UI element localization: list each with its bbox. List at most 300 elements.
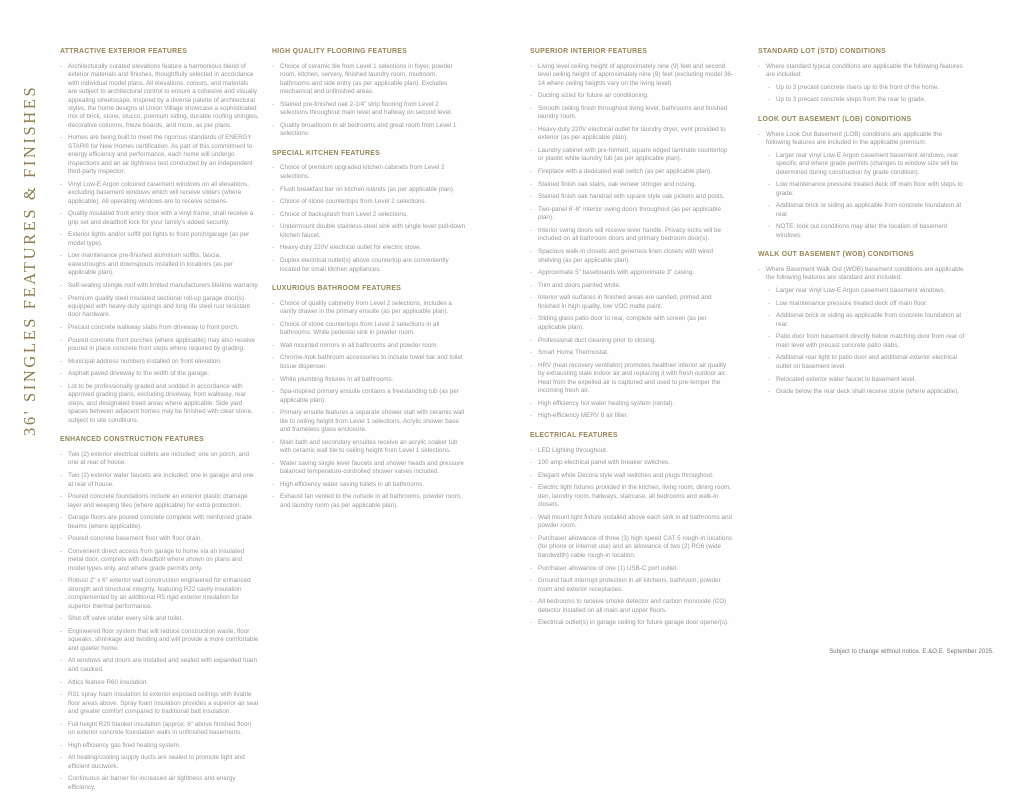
feature-text: Asphalt paved driveway to the width of the garage. — [68, 370, 210, 378]
section — [60, 48, 259, 425]
section — [272, 285, 466, 510]
feature-list-item — [530, 362, 733, 396]
feature-text: R31 spray foam insulation to exterior exposed ceilings with livable floor areas above. Spray foam insulation provides a superior air seal and greater comfort compared to traditional batt insulation. — [68, 691, 259, 715]
feature-list-item — [60, 615, 259, 623]
feature-list-item — [530, 193, 733, 201]
feature-list-item — [60, 742, 259, 750]
feature-list-item — [272, 63, 466, 97]
feature-list-item — [60, 370, 259, 378]
feature-text: Where Look Out Basement (LOB) conditions are applicable the following features are included in the applicable premium: — [766, 130, 943, 147]
feature-text: Choice of quality cabinetry from Level 2 selections, includes a vanity drawer in the primary ensuite (as per applicable plan). — [280, 299, 452, 316]
feature-text: Two-panel 6'-8" interior swing doors throughout (as per applicable plan). — [538, 205, 722, 222]
feature-list-item — [758, 333, 967, 350]
feature-text: Main bath and secondary ensuites receive an acrylic soaker tub with ceramic wall tile to ceiling height from Level 1 selections. — [280, 438, 458, 455]
feature-list-item — [60, 63, 259, 131]
dash-bullet-icon: - — [60, 62, 63, 70]
feature-text: Interior wall surfaces in finished areas are sanded, primed and finished in high quality, low VOC matte paint. — [538, 294, 712, 310]
feature-list-item — [758, 131, 967, 148]
feature-text: Up to 3 precast concrete risers up to the front of the home. — [776, 83, 940, 91]
feature-text: Two (2) exterior water faucets are included; one in garage and one at rear of house. — [68, 472, 254, 488]
feature-text: Robust 2" x 6" exterior wall construction engineered for enhanced strength and structural integrity, featuring R22 cavity insulation complemented by an additional R5 rigid exterior insulation for superior thermal performance. — [68, 577, 251, 610]
dash-bullet-icon: - — [758, 130, 761, 138]
feature-text: Quality broadloom in all bedrooms and great room from Level 1 selections — [280, 121, 457, 138]
dash-bullet-icon: - — [530, 205, 533, 213]
feature-text: Additional brick or siding as applicable from concrete foundation at rear. — [776, 312, 962, 328]
feature-text: Self-sealing shingle roof with limited manufacturers lifetime warranty. — [68, 281, 259, 289]
feature-list-item — [530, 514, 733, 531]
dash-bullet-icon: - — [272, 375, 275, 383]
feature-text: 100 amp electrical panel with breaker switches. — [538, 459, 670, 467]
feature-text: Stained pre-finished oak 2-1/4" strip flooring from Level 2 selections throughout main level and hallway on second level. — [280, 100, 453, 117]
feature-list-item — [272, 388, 466, 405]
feature-text: Poured concrete front porches (where applicable) may also receive poured in place concrete front steps where required by grading. — [68, 336, 255, 353]
feature-list-item — [530, 619, 733, 627]
feature-text: High efficiency hot water heating system (rental). — [538, 399, 675, 407]
dash-bullet-icon: - — [60, 514, 63, 522]
feature-list-item — [530, 535, 733, 560]
dash-bullet-icon: - — [60, 691, 63, 699]
dash-bullet-icon: - — [530, 349, 533, 357]
feature-list-item — [60, 548, 259, 573]
dash-bullet-icon: - — [530, 412, 533, 420]
feature-text: Quality insulated front entry door with a vinyl frame, shall receive a grip set and deadbolt lock for your family's added security. — [68, 210, 254, 226]
feature-text: Water saving single lever faucets and shower heads and pressure balanced temperature-controlled shower valves included. — [280, 459, 464, 476]
feature-text: Stained finish oak handrail with square style oak pickets and posts. — [538, 193, 725, 201]
feature-list-item — [272, 376, 466, 384]
feature-list-item — [272, 211, 466, 219]
feature-list-item — [758, 287, 967, 295]
feature-list-item — [758, 376, 967, 384]
dash-bullet-icon: - — [60, 370, 63, 378]
dash-bullet-icon: - — [272, 62, 275, 70]
feature-list-item — [530, 459, 733, 467]
feature-text: Chrome-look bathroom accessories to include towel bar and toilet tissue dispenser. — [280, 354, 463, 370]
feature-list-item — [530, 565, 733, 573]
feature-text: Premium quality steel insulated sectional roll-up garage door(s) equipped with heavy-duty springs and long life steel rust resistant door hardware. — [68, 294, 251, 319]
section-title: ENHANCED CONSTRUCTION FEATURES — [60, 436, 205, 444]
dash-bullet-icon: - — [530, 471, 533, 479]
feature-text: All windows and doors are installed and sealed with expanded foam and caulked. — [68, 657, 258, 673]
feature-list-item — [272, 198, 466, 206]
section — [758, 48, 967, 105]
feature-text: Sliding glass patio door to rear, complete with screen (as per applicable plan). — [538, 315, 707, 331]
feature-list-item — [530, 349, 733, 357]
dash-bullet-icon: - — [272, 388, 275, 396]
dash-bullet-icon: - — [768, 333, 771, 341]
feature-list-item — [530, 294, 733, 311]
feature-list-item — [60, 231, 259, 248]
dash-bullet-icon: - — [768, 299, 771, 307]
feature-text: Patio door from basement directly below matching door from rear of main level with precast concrete patio slabs. — [776, 333, 965, 349]
feature-text: HRV (heat recovery ventilator) promotes healthier interior air quality by exhausting stale indoor air and replacing it with fresh outdoor air. Heat from the expelled air is captured and used to pre-temper the incoming fresh air. — [538, 361, 727, 395]
feature-text: Where Basement Walk Out (WOB) basement conditions are applicable the following features are standard and included: — [766, 266, 964, 282]
feature-list-item — [60, 657, 259, 674]
feature-text: Choice of backsplash from Level 2 selections. — [280, 210, 408, 218]
dash-bullet-icon: - — [758, 62, 761, 70]
feature-list-item — [758, 223, 967, 240]
feature-text: Professional duct cleaning prior to closing. — [538, 336, 656, 344]
feature-text: High efficiency gas fired heating system. — [68, 741, 181, 749]
dash-bullet-icon: - — [530, 269, 533, 277]
footer-disclaimer: Subject to change without notice. E.&O.E. September 2025. — [829, 649, 994, 655]
dash-bullet-icon: - — [530, 180, 533, 188]
dash-bullet-icon: - — [768, 312, 771, 320]
feature-list-item — [758, 354, 967, 371]
feature-text: Heavy-duty 220V electrical outlet for electric stove. — [280, 244, 422, 252]
dash-bullet-icon: - — [530, 193, 533, 201]
feature-list-item — [272, 439, 466, 456]
feature-list-item — [60, 324, 259, 332]
dash-bullet-icon: - — [60, 615, 63, 623]
feature-text: Ducting sized for future air conditioning. — [538, 92, 649, 100]
dash-bullet-icon: - — [530, 564, 533, 572]
column-3 — [530, 48, 733, 639]
dash-bullet-icon: - — [60, 775, 63, 783]
feature-list-item — [60, 210, 259, 227]
feature-text: Elegant white Decora style wall switches and plugs throughout. — [538, 471, 714, 479]
feature-text: Fireplace with a dedicated wall switch (as per applicable plan). — [538, 168, 712, 176]
feature-text: Purchaser allowance of one (1) USB-C port outlet. — [538, 564, 678, 572]
feature-list-item — [272, 354, 466, 371]
dash-bullet-icon: - — [272, 223, 275, 231]
dash-bullet-icon: - — [60, 547, 63, 555]
feature-list-item — [530, 472, 733, 480]
feature-text: Where standard typical conditions are applicable the following features are included: — [766, 62, 963, 79]
feature-text: Smooth ceiling finish throughout living level, bathrooms and finished laundry room. — [538, 104, 728, 121]
feature-list-item — [758, 202, 967, 219]
dash-bullet-icon: - — [768, 223, 771, 231]
dash-bullet-icon: - — [272, 210, 275, 218]
section — [272, 48, 466, 139]
dash-bullet-icon: - — [530, 248, 533, 256]
dash-bullet-icon: - — [60, 231, 63, 239]
dash-bullet-icon: - — [60, 451, 63, 458]
feature-text: Lot to be professionally graded and sodded in accordance with approved grading plans, excluding driveway, front walkway, rear steps, and designated treed areas where applicable. Side yard spaces between adjacent homes may be finished with clear stone, subject to site conditions. — [68, 383, 253, 424]
dash-bullet-icon: - — [60, 252, 63, 260]
dash-bullet-icon: - — [530, 446, 533, 454]
feature-list-item — [60, 451, 259, 468]
feature-list-item — [272, 164, 466, 181]
feature-list-item — [530, 269, 733, 277]
feature-text: High efficiency water saving toilets in all bathrooms. — [280, 480, 425, 488]
feature-list-item — [530, 248, 733, 265]
feature-text: Laundry cabinet with pre-formed, square edged laminate countertop or plastic white laundry tub (as per applicable plan). — [538, 147, 728, 163]
section-title: ELECTRICAL FEATURES — [530, 431, 618, 439]
feature-list-item — [60, 134, 259, 176]
section-title: LOOK OUT BASEMENT (LOB) CONDITIONS — [758, 115, 912, 123]
dash-bullet-icon: - — [60, 324, 63, 332]
feature-text: Living level ceiling height of approximately nine (9) feet and second level ceiling height of approximately nine (9) feet (excluding model 36-14 where ceiling heights vary on the living level) — [538, 62, 733, 87]
dash-bullet-icon: - — [530, 294, 533, 302]
feature-list-item — [530, 227, 733, 244]
dash-bullet-icon: - — [272, 244, 275, 252]
feature-list-item — [272, 257, 466, 274]
section-title: WALK OUT BASEMENT (WOB) CONDITIONS — [758, 251, 915, 259]
feature-text: Spacious walk-in closets and generous linen closets with wired shelving (as per applicable plan). — [538, 248, 714, 264]
feature-list-item — [530, 105, 733, 122]
section-title: LUXURIOUS BATHROOM FEATURES — [272, 284, 402, 292]
section-title: HIGH QUALITY FLOORING FEATURES — [272, 48, 408, 55]
feature-list-item — [758, 63, 967, 80]
feature-list-item — [60, 337, 259, 354]
feature-text: Engineered floor system that will reduce construction waste, floor squeaks, shrinkage and twisting and will provide a more comfortable and quieter home. — [68, 627, 259, 652]
feature-list-item — [530, 147, 733, 164]
feature-list-item — [530, 181, 733, 189]
feature-text: All bedrooms to receive smoke detector and carbon monoxide (CO) detector installed on all main and upper floors. — [538, 598, 727, 614]
feature-text: Poured concrete foundations include an exterior plastic drainage layer and weeping tiles (where applicable) for extra protection. — [68, 493, 248, 509]
feature-text: Smart Home Thermostat. — [538, 349, 609, 357]
feature-text: Architecturally curated elevations feature a harmonious blend of exterior materials and finishes, thoughtfully selected in accordance with individual model plans. All elevations, colours, and materials are subject to architectural control to ensure a cohesive and visually appealing streetscape. Inspired by a diverse palette of architectural styles, the home designs at Union Village showcase a sophisticated mix of brick, stone, stucco, premium siding, durable roofing shingles, decorative columns, frieze boards, and more, as per plans. — [68, 62, 259, 129]
feature-list-item — [272, 223, 466, 240]
feature-list-item — [758, 300, 967, 308]
dash-bullet-icon: - — [530, 62, 533, 70]
feature-list-item — [272, 300, 466, 317]
feature-list-item — [60, 181, 259, 206]
feature-text: Low maintenance pre-finished aluminum soffits, fascia, eavestroughs and downspouts installed in locations (as per applicable plan). — [68, 252, 233, 277]
dash-bullet-icon: - — [530, 619, 533, 627]
dash-bullet-icon: - — [530, 315, 533, 323]
feature-text: High-efficiency MERV 8 air filter. — [538, 412, 629, 420]
dash-bullet-icon: - — [768, 354, 771, 362]
dash-bullet-icon: - — [530, 92, 533, 100]
feature-text: Full height R20 blanket insulation (approx. 6" above finished floor) on exterior concrete foundation walls in unfinished basements. — [68, 720, 252, 737]
feature-list-item — [60, 775, 259, 792]
feature-text: Electric light fixtures provided in the kitchen, living room, dining room, den, laundry room, hallways, staircase, all bedrooms and walk-in closets. — [538, 484, 731, 509]
dash-bullet-icon: - — [272, 459, 275, 467]
dash-bullet-icon: - — [530, 361, 533, 369]
feature-list-item — [530, 412, 733, 420]
dash-bullet-icon: - — [272, 164, 275, 172]
feature-list-item — [530, 92, 733, 100]
dash-bullet-icon: - — [60, 657, 63, 665]
feature-text: Municipal address numbers installed on front elevation. — [68, 357, 222, 365]
column-1 — [60, 48, 259, 803]
feature-list-item — [758, 152, 967, 177]
feature-list-item — [530, 447, 733, 455]
feature-text: White plumbing fixtures in all bathrooms. — [280, 375, 394, 383]
feature-list-item — [272, 481, 466, 489]
feature-text: Electrical outlet(s) in garage ceiling for future garage door opener(s). — [538, 619, 729, 627]
feature-text: Up to 3 precast concrete steps from the rear to grade. — [776, 96, 926, 104]
feature-text: Attics feature R60 insulation. — [68, 678, 149, 686]
feature-list-item — [530, 484, 733, 509]
feature-list-item — [758, 96, 967, 104]
dash-bullet-icon: - — [768, 151, 771, 159]
dash-bullet-icon: - — [272, 100, 275, 108]
feature-list-item — [60, 282, 259, 290]
feature-list-item — [530, 400, 733, 408]
feature-text: Continuous air barrier for increased air tightness and energy efficiency. — [68, 775, 236, 791]
feature-list-item — [272, 101, 466, 118]
feature-list-item — [272, 321, 466, 338]
feature-list-item — [530, 168, 733, 176]
dash-bullet-icon: - — [530, 168, 533, 176]
dash-bullet-icon: - — [272, 493, 275, 501]
feature-list-item — [60, 628, 259, 653]
dash-bullet-icon: - — [60, 535, 63, 543]
section — [758, 251, 967, 396]
section-title: STANDARD LOT (STD) CONDITIONS — [758, 48, 886, 55]
feature-list-item — [272, 186, 466, 194]
dash-bullet-icon: - — [272, 480, 275, 488]
dash-bullet-icon: - — [530, 399, 533, 407]
feature-text: Ground fault interrupt protection in all kitchens, bathroom, powder room and exterior receptacles. — [538, 577, 721, 593]
dash-bullet-icon: - — [60, 357, 63, 365]
dash-bullet-icon: - — [272, 354, 275, 362]
dash-bullet-icon: - — [272, 341, 275, 349]
feature-text: Grade below the rear deck shall receive stone (where applicable). — [776, 388, 960, 396]
feature-list-item — [60, 754, 259, 771]
feature-list-item — [272, 342, 466, 350]
dash-bullet-icon: - — [530, 513, 533, 521]
dash-bullet-icon: - — [60, 210, 63, 218]
dash-bullet-icon: - — [60, 754, 63, 762]
feature-text: Low maintenance pressure treated deck off main floor with steps to grade. — [776, 181, 963, 197]
dash-bullet-icon: - — [60, 678, 63, 686]
feature-text: Choice of stone countertops from Level 2 selections in all bathrooms. White pedestal sink in powder room. — [280, 320, 440, 337]
dash-bullet-icon: - — [60, 741, 63, 749]
dash-bullet-icon: - — [768, 388, 771, 396]
feature-text: All heating/cooling supply ducts are sealed to promote tight and efficient ductwork. — [68, 754, 245, 770]
dash-bullet-icon: - — [758, 266, 761, 274]
section — [60, 436, 259, 792]
feature-text: NOTE: look out conditions may alter the location of basement windows. — [776, 223, 948, 239]
dash-bullet-icon: - — [272, 198, 275, 206]
dash-bullet-icon: - — [768, 181, 771, 189]
section-title: ATTRACTIVE EXTERIOR FEATURES — [60, 48, 188, 55]
feature-text: Shut off valve under every sink and toilet. — [68, 615, 184, 623]
dash-bullet-icon: - — [272, 121, 275, 129]
feature-list-item — [60, 577, 259, 611]
feature-list-item — [272, 244, 466, 252]
feature-list-item — [758, 266, 967, 283]
feature-list-item — [272, 409, 466, 434]
dash-bullet-icon: - — [530, 281, 533, 289]
feature-list-item — [60, 383, 259, 425]
feature-list-item — [60, 721, 259, 738]
feature-list-item — [60, 295, 259, 320]
dash-bullet-icon: - — [60, 627, 63, 635]
feature-list-item — [530, 126, 733, 143]
dash-bullet-icon: - — [272, 299, 275, 307]
dash-bullet-icon: - — [768, 375, 771, 383]
feature-list-item — [60, 514, 259, 531]
section-title: SUPERIOR INTERIOR FEATURES — [530, 48, 648, 55]
feature-text: Wall mount light fixture installed above each sink in all bathrooms and powder room. — [538, 513, 733, 530]
feature-list-item — [530, 206, 733, 223]
feature-text: Stained finish oak stairs, oak veneer stringer and nosing. — [538, 180, 697, 188]
feature-list-item — [758, 388, 967, 396]
feature-text: Choice of stone countertops from Level 2 selections. — [280, 198, 427, 206]
feature-list-item — [530, 337, 733, 345]
feature-text: Poured concrete basement floor with floor drain. — [68, 535, 203, 543]
section — [530, 432, 733, 628]
dash-bullet-icon: - — [60, 493, 63, 501]
dash-bullet-icon: - — [768, 287, 771, 295]
feature-list-item — [530, 315, 733, 332]
feature-list-item — [530, 577, 733, 594]
feature-list-item — [60, 358, 259, 366]
dash-bullet-icon: - — [60, 281, 63, 289]
feature-list-item — [758, 181, 967, 198]
feature-text: Spa-inspired primary ensuite contains a freestanding tub (as per applicable plan). — [280, 388, 459, 404]
dash-bullet-icon: - — [60, 294, 63, 302]
feature-list-item — [530, 282, 733, 290]
feature-text: Undermount double stainless-steel sink with single lever pull-down kitchen faucet. — [280, 223, 466, 239]
section — [272, 150, 466, 274]
document-vertical-title: 36' SINGLES FEATURES & FINISHES — [20, 84, 39, 436]
feature-text: Garage floors are poured concrete complete with reinforced grade beams (where applicable). — [68, 514, 253, 530]
feature-text: Exhaust fan vented to the outside in all bathrooms, powder room, and laundry room (as per applicable plan). — [280, 493, 462, 509]
feature-list-item — [60, 535, 259, 543]
dash-bullet-icon: - — [768, 96, 771, 104]
feature-text: Heavy-duty 220V electrical outlet for laundry dryer, vent provided to exterior (as per applicable plan). — [538, 125, 726, 142]
feature-text: Additional brick or siding as applicable from concrete foundation at rear. — [776, 202, 962, 218]
dash-bullet-icon: - — [60, 577, 63, 585]
dash-bullet-icon: - — [530, 125, 533, 133]
feature-text: Choice of ceramic tile from Level 1 selections in foyer, powder room, kitchen, servery, finished laundry room, mudroom, bathrooms and side entry (as per applicable plan). Excludes mechanical and unfinished areas. — [280, 62, 453, 96]
dash-bullet-icon: - — [272, 409, 275, 417]
feature-text: Choice of premium upgraded kitchen cabinets from Level 2 selections. — [280, 164, 445, 180]
dash-bullet-icon: - — [530, 598, 533, 606]
column-4 — [758, 48, 967, 408]
feature-text: Interior swing doors will receive lever handle. Privacy locks will be included on all bathroom doors and primary bedroom door(s). — [538, 227, 722, 243]
dash-bullet-icon: - — [60, 180, 63, 188]
dash-bullet-icon: - — [530, 577, 533, 585]
dash-bullet-icon: - — [60, 336, 63, 344]
dash-bullet-icon: - — [530, 104, 533, 112]
feature-text: Two (2) exterior electrical outlets are included; one on porch, and one at rear of house. — [68, 451, 249, 467]
dash-bullet-icon: - — [530, 535, 533, 542]
feature-list-item — [60, 252, 259, 277]
dash-bullet-icon: - — [60, 134, 63, 142]
feature-list-item — [530, 63, 733, 88]
section — [758, 116, 967, 240]
feature-list-item — [530, 598, 733, 615]
feature-list-item — [60, 691, 259, 716]
dash-bullet-icon: - — [768, 202, 771, 210]
feature-list-item — [758, 84, 967, 92]
feature-text: Purchaser allowance of three (3) high speed CAT 5 rough-in locations (for phone or internet use) and an allowance of two (2) RG6 (wide bandwidth) cable rough-in location. — [538, 535, 733, 559]
dash-bullet-icon: - — [530, 147, 533, 155]
feature-text: Relocated exterior water faucet to basement level. — [776, 375, 917, 383]
dash-bullet-icon: - — [60, 472, 63, 480]
dash-bullet-icon: - — [272, 438, 275, 446]
column-2 — [272, 48, 466, 521]
feature-list-item — [272, 122, 466, 139]
feature-text: Trim and doors painted white. — [538, 281, 621, 289]
feature-text: Duplex electrical outlet(s) above countertop are conveniently located for small kitchen appliances. — [280, 257, 449, 273]
feature-text: Primary ensuite features a separate shower stall with ceramic wall tile to ceiling height from Level 1 selections. Acrylic shower base and frameless glass enclosure. — [280, 409, 465, 434]
feature-list-item — [272, 460, 466, 477]
section-title: SPECIAL KITCHEN FEATURES — [272, 149, 381, 157]
feature-text: Homes are being built to meet the rigorous standards of ENERGY STAR® for New Homes certification. As part of this commitment to energy efficiency and performance, each home will undergo inspections and an air tightness test conducted by an independent third-party inspector. — [68, 134, 253, 176]
dash-bullet-icon: - — [530, 484, 533, 492]
feature-list-item — [272, 493, 466, 510]
feature-text: Exterior lights and/or soffit pot lights to front porch/garage (as per model type). — [68, 231, 250, 247]
feature-list-item — [60, 472, 259, 489]
feature-text: Larger rear vinyl Low-E Argon casement basement windows, rear specific and where grade permits (changes to window size will be determined during construction by grade condition). — [776, 151, 959, 176]
feature-text: LED Lighting throughout. — [538, 446, 608, 454]
feature-text: Wall mounted mirrors in all bathrooms and powder room. — [280, 341, 439, 349]
feature-list-item — [758, 312, 967, 329]
feature-text: Larger rear vinyl Low-E Argon casement basement windows. — [776, 287, 946, 295]
dash-bullet-icon: - — [272, 320, 275, 328]
dash-bullet-icon: - — [530, 459, 533, 467]
dash-bullet-icon: - — [530, 336, 533, 344]
dash-bullet-icon: - — [768, 83, 771, 91]
feature-text: Vinyl Low-E Argon coloured casement windows on all elevations, excluding basement windows which will receive sliders (where applicable). All operating windows are to receive screens. — [68, 180, 249, 205]
